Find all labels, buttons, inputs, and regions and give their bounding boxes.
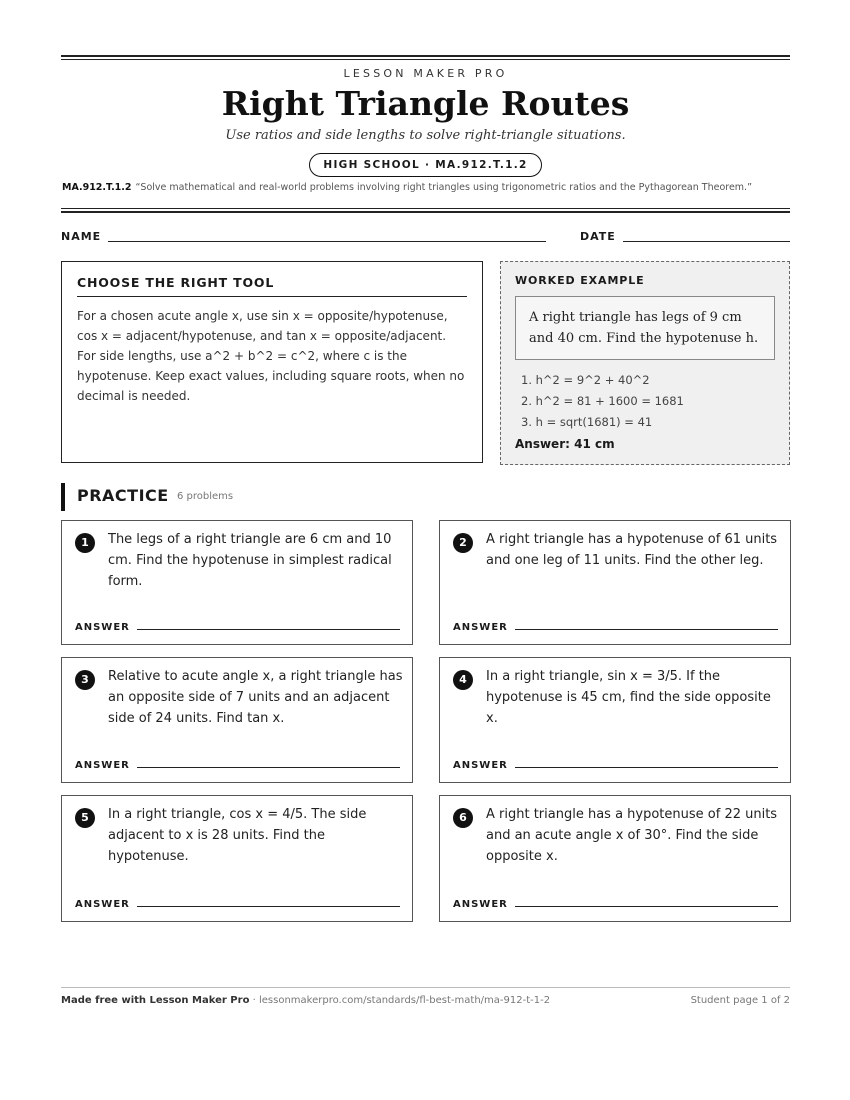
footer-rule	[61, 987, 790, 988]
answer-label: ANSWER	[453, 622, 508, 633]
problem-card	[61, 520, 413, 645]
worked-example-box	[500, 261, 790, 465]
page-title: Right Triangle Routes	[221, 84, 630, 123]
standard-code: MA.912.T.1.2	[62, 182, 132, 193]
date-field[interactable]	[623, 241, 790, 242]
problem-text: In a right triangle, sin x = 3/5. If the hypotenuse is 45 cm, find the side opposite x.	[486, 669, 771, 726]
answer-field[interactable]	[137, 629, 400, 630]
answer-field[interactable]	[515, 629, 778, 630]
answer-label: ANSWER	[75, 760, 130, 771]
answer-field[interactable]	[137, 906, 400, 907]
header-rule	[61, 211, 790, 213]
answer-field[interactable]	[515, 767, 778, 768]
problem-number: 6	[453, 808, 473, 828]
problem-card	[61, 657, 413, 783]
worksheet-page	[61, 0, 790, 1100]
worked-step: 2. h^2 = 81 + 1600 = 1681	[521, 394, 684, 408]
problem-card	[439, 520, 791, 645]
header-rule-thin	[61, 208, 790, 209]
standard-text: “Solve mathematical and real-world problems involving right triangles using trigonometric ratios and the Pythagorean Theorem.”	[135, 182, 752, 193]
tool-title: CHOOSE THE RIGHT TOOL	[77, 275, 467, 297]
problem-text: A right triangle has a hypotenuse of 61 units and one leg of 11 units. Find the other leg.	[486, 532, 778, 568]
answer-label: ANSWER	[453, 899, 508, 910]
footer	[61, 995, 790, 1006]
practice-header	[61, 483, 790, 511]
problem-text: In a right triangle, cos x = 4/5. The side adjacent to x is 28 units. Find the hypotenuse.	[108, 807, 367, 864]
choose-tool-box	[61, 261, 483, 463]
top-rule-thin	[61, 59, 790, 60]
worked-step: 1. h^2 = 9^2 + 40^2	[521, 373, 650, 387]
problem-card	[439, 795, 791, 922]
answer-field[interactable]	[515, 906, 778, 907]
problem-text: The legs of a right triangle are 6 cm and 10 cm. Find the hypotenuse in simplest radical form.	[108, 532, 392, 589]
date-label: DATE	[580, 230, 616, 243]
answer-label: ANSWER	[453, 760, 508, 771]
brand-label: LESSON MAKER PRO	[343, 67, 508, 80]
problem-card	[439, 657, 791, 783]
problem-text: A right triangle has a hypotenuse of 22 units and an acute angle x of 30°. Find the side opposite x.	[486, 807, 778, 864]
name-date-row	[61, 230, 790, 244]
problem-number: 1	[75, 533, 95, 553]
footer-page-number: Student page 1 of 2	[690, 995, 790, 1006]
answer-field[interactable]	[137, 767, 400, 768]
problem-card	[61, 795, 413, 922]
worked-problem: A right triangle has legs of 9 cm and 40 cm. Find the hypotenuse h.	[515, 296, 775, 360]
footer-url: · lessonmakerpro.com/standards/fl-best-math/ma-912-t-1-2	[252, 995, 551, 1006]
worked-steps	[515, 370, 775, 433]
practice-count: 6 problems	[177, 491, 234, 502]
tool-text: For a chosen acute angle x, use sin x = opposite/hypotenuse, cos x = adjacent/hypotenuse, and tan x = opposite/adjacent. For side lengths, use a^2 + b^2 = c^2, where c is the hypotenuse. Keep exact values, including square roots, when no decimal is needed.	[77, 309, 465, 403]
footer-made-with: Made free with Lesson Maker Pro	[61, 995, 250, 1006]
problem-number: 4	[453, 670, 473, 690]
name-field[interactable]	[108, 241, 546, 242]
worked-answer: Answer: 41 cm	[515, 437, 615, 451]
grade-standard-badge: HIGH SCHOOL · MA.912.T.1.2	[309, 153, 541, 177]
name-label: NAME	[61, 230, 102, 243]
worked-title: WORKED EXAMPLE	[515, 274, 645, 287]
badge-wrap	[61, 153, 790, 177]
answer-label: ANSWER	[75, 899, 130, 910]
standard-statement	[62, 182, 791, 193]
practice-title: PRACTICE	[77, 486, 169, 505]
answer-label: ANSWER	[75, 622, 130, 633]
problem-number: 3	[75, 670, 95, 690]
problem-text: Relative to acute angle x, a right triangle has an opposite side of 7 units and an adjacent side of 24 units. Find tan x.	[108, 669, 403, 726]
worked-step: 3. h = sqrt(1681) = 41	[521, 415, 653, 429]
problem-number: 2	[453, 533, 473, 553]
page-subtitle: Use ratios and side lengths to solve right-triangle situations.	[225, 128, 626, 143]
top-rule	[61, 55, 790, 57]
practice-accent-bar	[61, 483, 65, 511]
problem-number: 5	[75, 808, 95, 828]
